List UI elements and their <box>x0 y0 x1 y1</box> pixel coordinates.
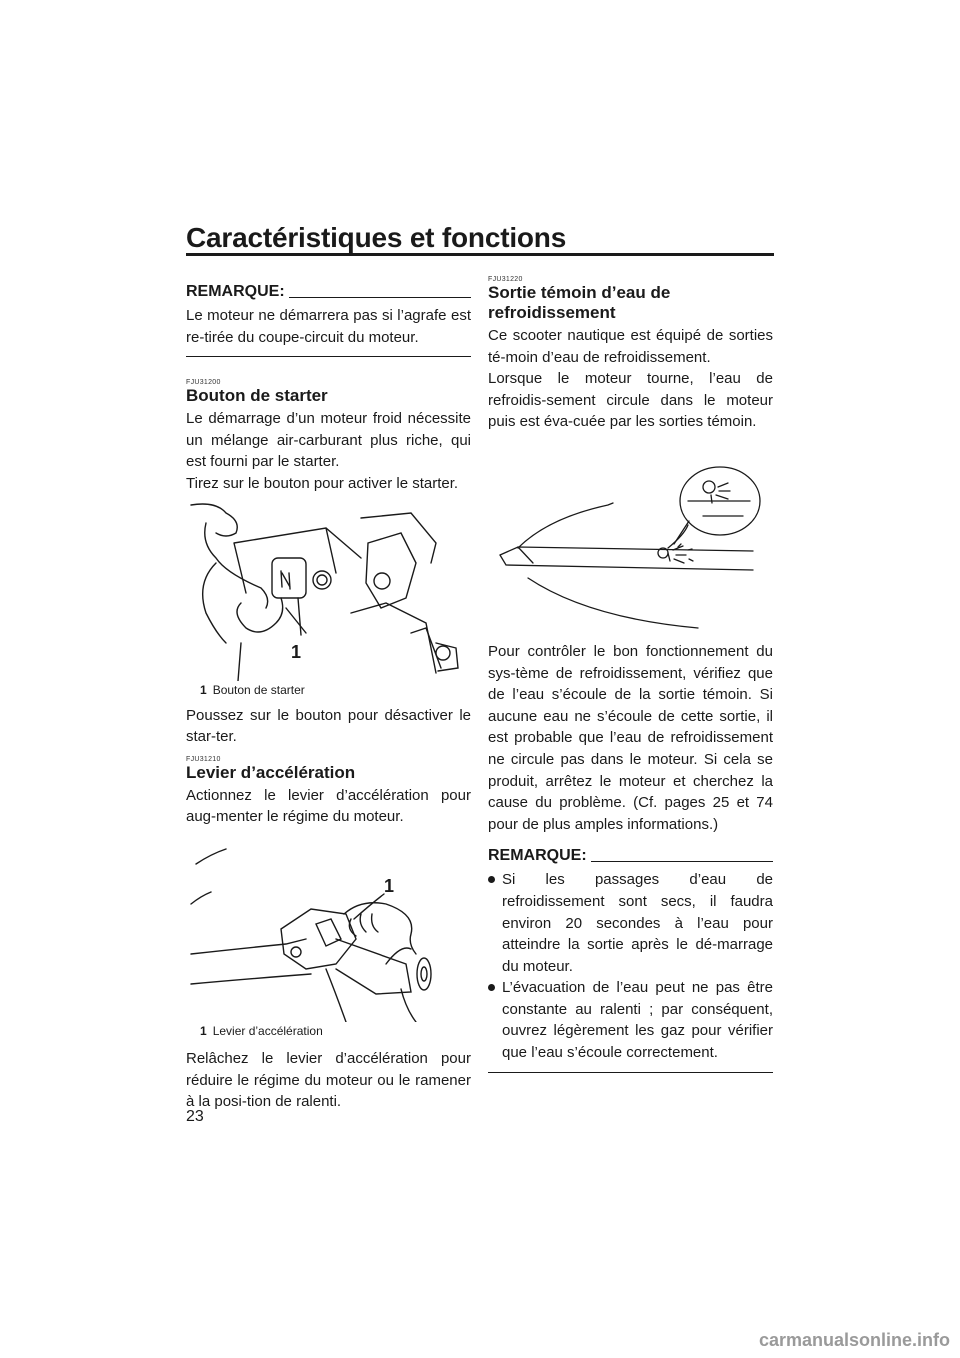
remark-end-rule <box>488 1072 773 1073</box>
starter-caption <box>200 683 471 697</box>
remark-label: REMARQUE: <box>488 847 587 865</box>
page-title: Caractéristiques et fonctions <box>186 222 567 253</box>
remark-bullet-list <box>488 869 773 1063</box>
remark-rule <box>591 861 773 862</box>
starter-caption-text: Bouton de starter <box>212 682 305 697</box>
remark-heading <box>488 847 773 865</box>
remark-end-rule <box>186 356 471 357</box>
left-column <box>186 283 471 1113</box>
remark-bullet-text: L’évacuation de l’eau peut ne pas être constante au ralenti ; par conséquent, ouvrez légèrement les gaz pour vérifier que l’eau s’écoule correctement. <box>502 979 773 1062</box>
throttle-paragraph-2: Relâchez le levier d’accélération pour réduire le régime du moteur ou le ramener à la posi-tion de ralenti. <box>186 1049 471 1111</box>
remark-rule <box>289 297 471 298</box>
throttle-illustration <box>186 844 471 1038</box>
remark-heading <box>186 283 471 301</box>
section-code: FJU31220 <box>488 276 523 283</box>
cooling-paragraph-2: Lorsque le moteur tourne, l’eau de refroidis-sement circule dans le moteur puis est éva-cuée par les sorties témoin. <box>488 370 773 431</box>
throttle-paragraph-1: Actionnez le levier d’accélération pour aug-menter le régime du moteur. <box>186 786 471 826</box>
section-code: FJU31210 <box>186 755 221 763</box>
cooling-paragraph-1: Ce scooter nautique est équipé de sorties té-moin d’eau de refroidissement. <box>488 327 773 366</box>
bullet-icon <box>488 984 495 991</box>
cooling-paragraph-3: Pour contrôler le bon fonctionnement du sys-tème de refroidissement, vérifiez que de l’eau s’écoule de la sortie témoin. Si aucune eau ne s’écoule de cette sortie, il est probable que l’eau de refroidissement ne circule pas dans le moteur. Si cela se produit, arrêtez le moteur et cherchez la cause du problème. (Cf. pages 25 et 74 pour de plus amples informations.) <box>488 642 773 833</box>
starter-callout: 1 <box>291 641 302 662</box>
section-title-starter: Bouton de starter <box>186 386 328 406</box>
starter-drawing <box>186 503 471 681</box>
starter-paragraph-2: Tirez sur le bouton pour activer le starter. <box>186 474 459 492</box>
cooling-illustration <box>488 443 773 633</box>
remark-bullet <box>488 869 773 977</box>
throttle-callout: 1 <box>384 875 395 896</box>
throttle-caption-number: 1 <box>200 1023 207 1038</box>
starter-paragraph-3: Poussez sur le bouton pour désactiver le star-ter. <box>186 706 471 746</box>
page-number: 23 <box>186 1108 204 1125</box>
section-title-cooling: Sortie témoin d’eau de refroidissement <box>488 283 671 322</box>
watermark: carmanualsonline.info <box>758 1330 950 1350</box>
throttle-caption <box>200 1024 471 1038</box>
starter-caption-number: 1 <box>200 682 207 697</box>
cooling-drawing <box>488 443 773 633</box>
throttle-drawing <box>186 844 471 1022</box>
bullet-icon <box>488 876 495 883</box>
starter-illustration <box>186 503 471 697</box>
title-rule <box>186 253 774 256</box>
starter-paragraph-1: Le démarrage d’un moteur froid nécessite un mélange air-carburant plus riche, qui est fourni par le starter. <box>186 410 471 471</box>
remark-bullet <box>488 977 773 1063</box>
section-code: FJU31200 <box>186 379 221 387</box>
throttle-caption-text: Levier d’accélération <box>212 1023 323 1038</box>
remark-label: REMARQUE: <box>186 283 285 300</box>
section-title-throttle: Levier d’accélération <box>186 762 356 782</box>
right-column <box>488 276 773 1073</box>
remark-text: Le moteur ne démarrera pas si l’agrafe est re-tirée du coupe-circuit du moteur. <box>186 307 471 346</box>
remark-bullet-text: Si les passages d’eau de refroidissement sont secs, il faudra environ 20 secondes à l’eau pour atteindre la sortie après le dé-marrage du moteur. <box>502 871 773 975</box>
